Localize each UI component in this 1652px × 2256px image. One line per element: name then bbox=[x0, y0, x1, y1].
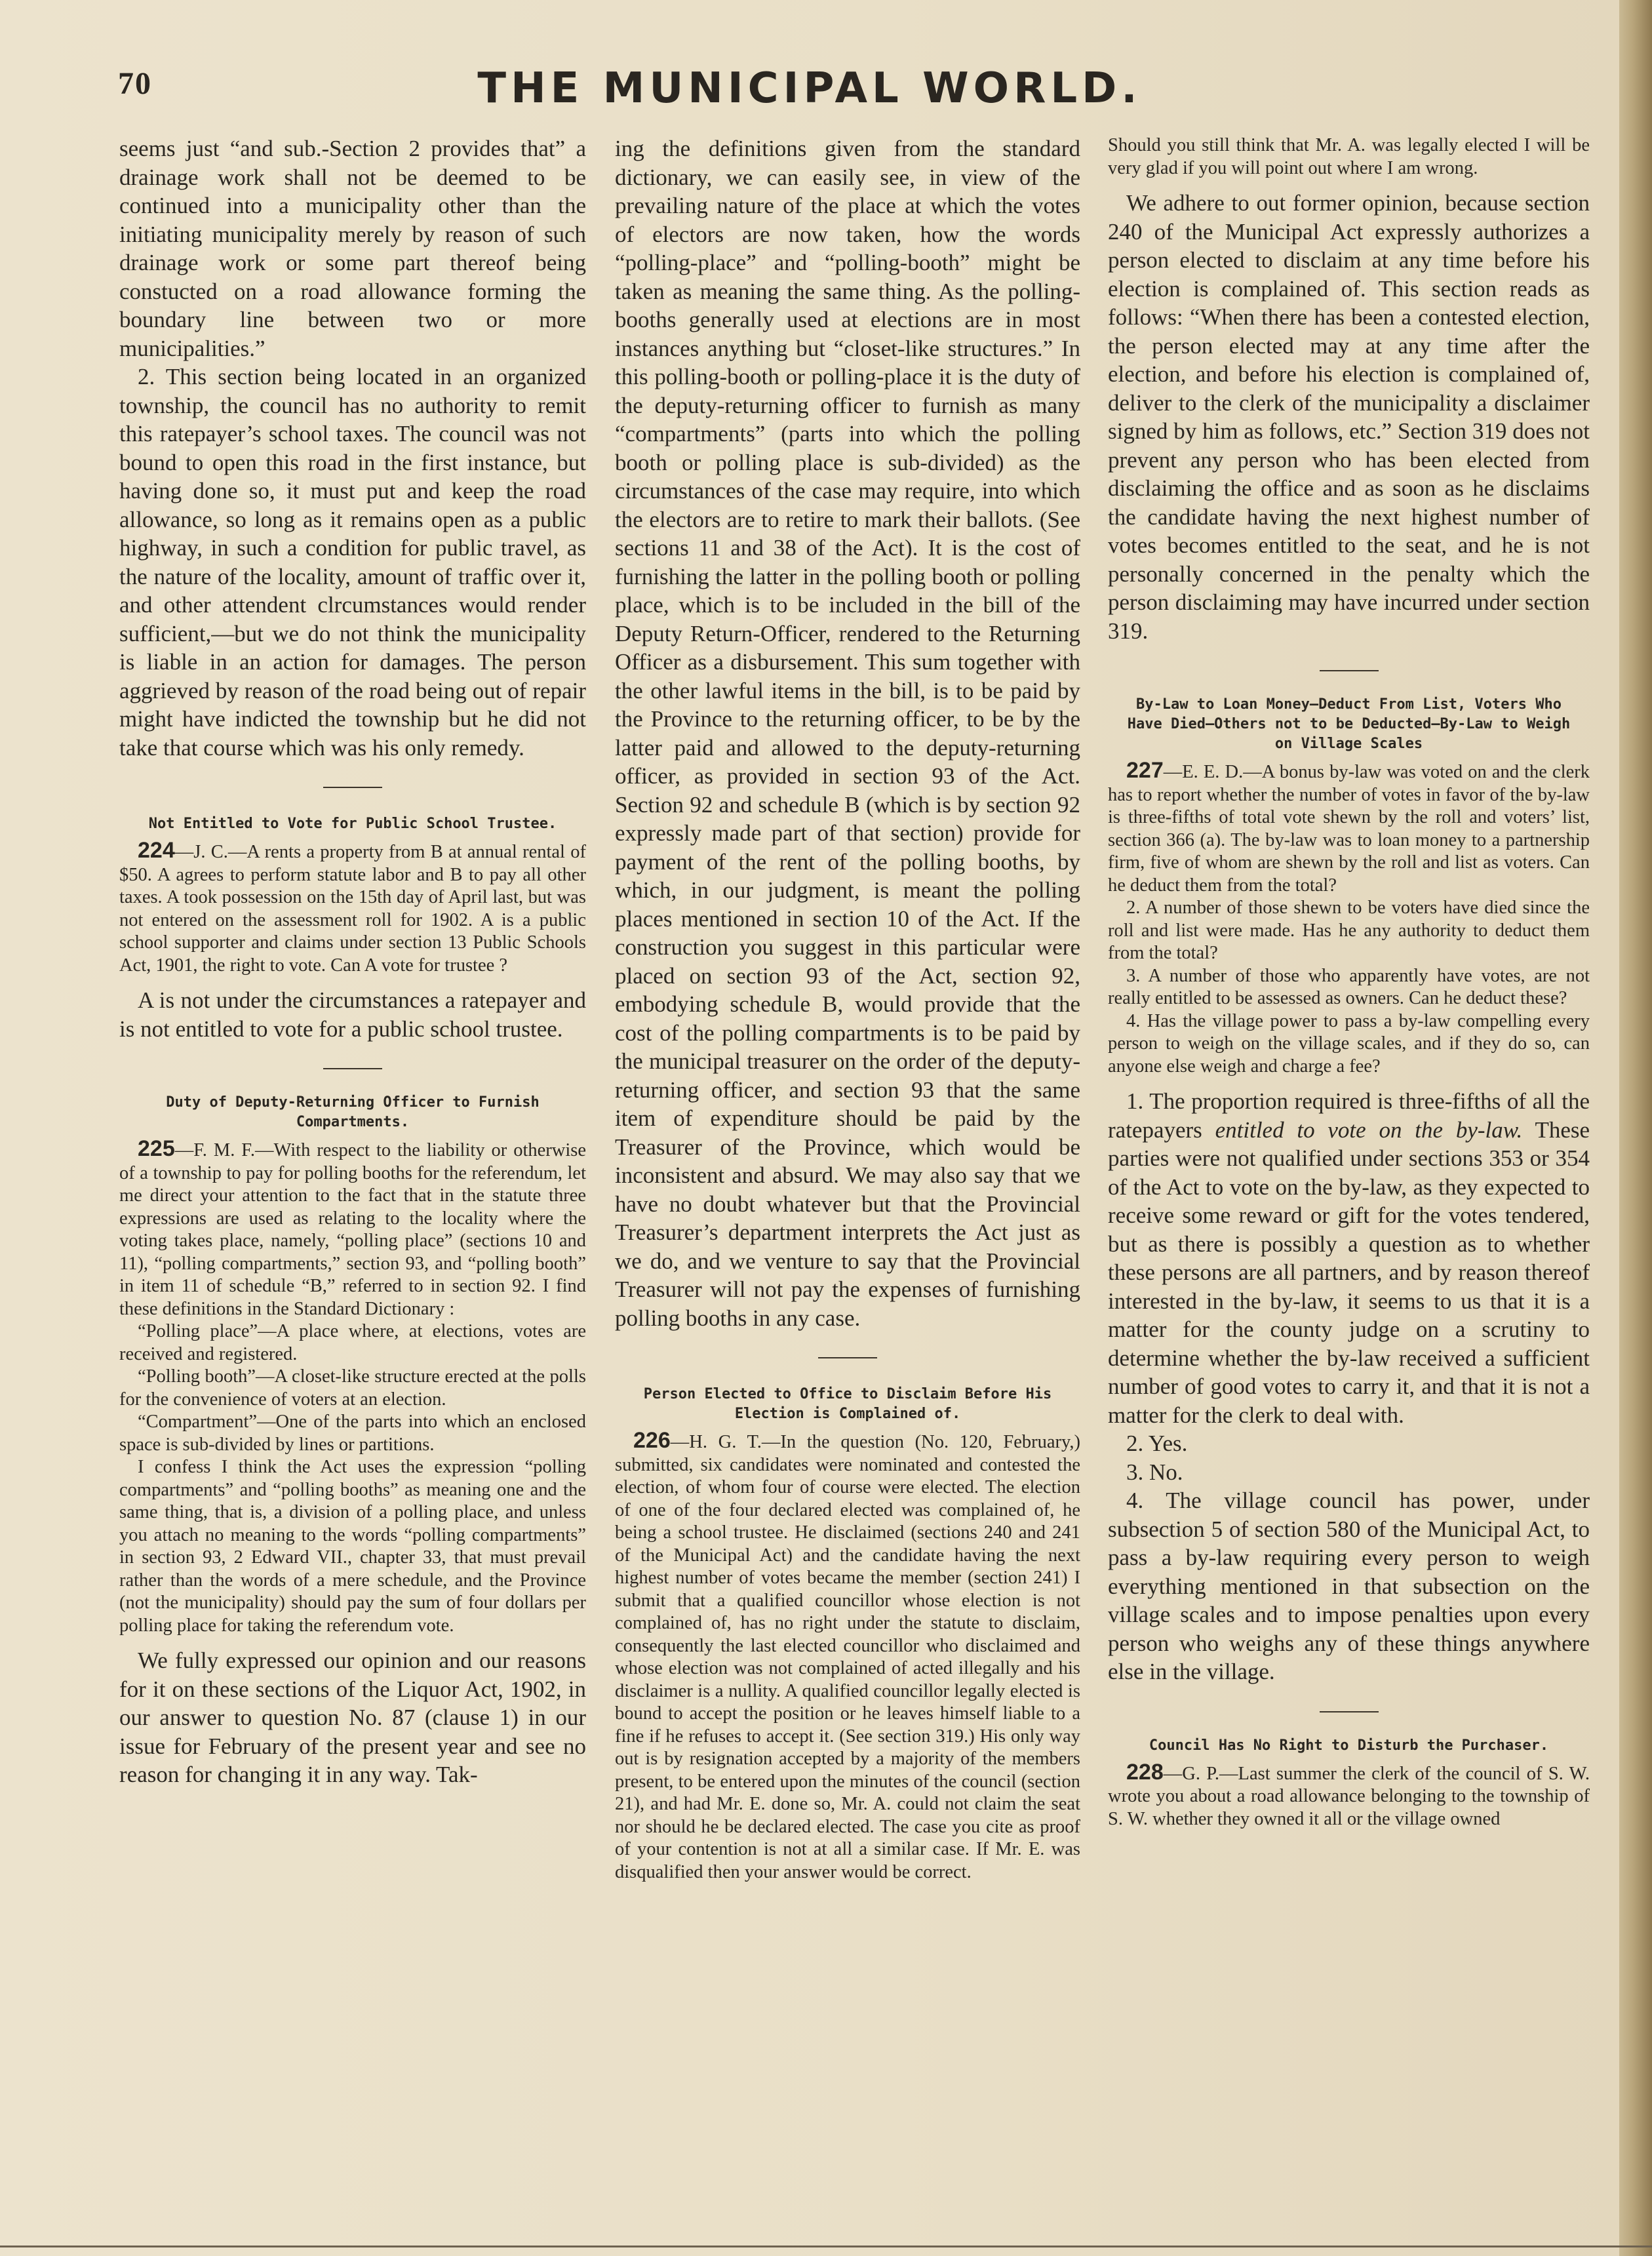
answer-227 bbox=[1108, 1087, 1590, 1686]
question-number: 226 bbox=[633, 1428, 671, 1453]
question-text: —J. C.—A rents a property from B at annual rental of $50. A agrees to perform statute labor and B to pay all other taxes. A took possession on the 15th day of April last, but was not entered on the assessment roll for 1902. A is a public school supporter and claims under section 13 Public Schools Act, 1901, the right to vote. Can A vote for trustee ? bbox=[119, 842, 586, 976]
column-1 bbox=[119, 134, 586, 2141]
column-2 bbox=[615, 134, 1080, 2141]
answer-224: A is not under the circumstances a ratepayer and is not entitled to vote for a public school trustee. bbox=[119, 987, 586, 1042]
answer-item bbox=[1108, 1087, 1590, 1429]
question-heading-224: Not Entitled to Vote for Public School Trustee. bbox=[148, 816, 557, 832]
question-text: —G. P.—Last summer the clerk of the council of S. W. wrote you about a road allowance belonging to the township of S. W. whether they owned it all or the village owned bbox=[1108, 1763, 1590, 1829]
question-heading-226: Person Elected to Office to Disclaim Before His Election is Complained of. bbox=[643, 1386, 1052, 1422]
page-header bbox=[0, 0, 1619, 131]
answer-text: 1. The proportion required is three-fifths of all the ratepayers bbox=[1108, 1088, 1590, 1143]
question-text: 4. Has the village power to pass a by-law compelling every person to weigh on the village scales, and if they do so, can anyone else weigh and charge a fee? bbox=[1108, 1010, 1590, 1077]
question-227 bbox=[1108, 759, 1590, 897]
question-number: 225 bbox=[138, 1136, 175, 1161]
paragraph: ing the definitions given from the standard dictionary, we can easily see, in view of the prevailing nature of the place at which the votes of electors are now taken, how the words “polling-place” and “polling-booth” might be taken as meaning the same thing. As the polling-booths generally used at elections are in most instances anything but “closet-like structures.” In this polling-booth or polling-place it is the duty of the deputy-returning officer to furnish as many “compartments” (parts into which the polling booth or polling place is sub-divided) as the circumstances of the case may require, into which the electors are to retire to mark their ballots. (See sections 11 and 38 of the Act). It is the cost of furnishing the latter in the polling booth or polling place, which is to be included in the bill of the Deputy Return-Officer, rendered to the Returning Officer as a disbursement. This sum together with the other lawful items in the bill, is to be paid by the Province to the returning officer, to be by the latter paid and allowed to the deputy-returning officer, as provided in section 93 of the Act. Section 92 and schedule B (which is by section 92 expressly made part of that section) provide for payment of the rent of the polling booths, by which, in our judgment, is meant the polling places mentioned in section 10 of the Act. If the construction you suggest in this particular were placed on section 93 of the Act, section 92, embodying schedule B, would provide that the cost of the polling compartments is to be paid by the municipal treasurer on the order of the deputy-returning officer, and section 93 that the same item of expenditure should be paid by the Treasurer of the Province, which would be inconsistent and absurd. We may also say that we have no doubt whatever but that the Provincial Treasurer’s department interprets the Act just as we do, and we venture to say that the Provincial Treasurer will not pay the expenses of furnishing polling booths in any case. bbox=[615, 136, 1080, 1331]
section-divider bbox=[1320, 670, 1379, 671]
answer-text: These parties were not qualified under sections 353 or 354 of the Act to vote on the by-law, as they expected to receive some reward or gift for the votes tendered, but as there is possibly a question as to whether these persons are all partners, and by reason thereof interested in the by-law, it seems to us that it is a matter for the county judge on a scrutiny to determine whether the by-law received a sufficient number of good votes to carry it, and that it is not a matter for the clerk to deal with. bbox=[1108, 1117, 1590, 1428]
question-text: —H. G. T.—In the question (No. 120, February,) submitted, six candidates were nominated and contested the election, of whom four of course were elected. The election of one of the four declared elected was complained of, he being a school trustee. He disclaimed (sections 240 and 241 of the Municipal Act) and the candidate having the next highest number of votes became the member (section 241) I submit that a qualified councillor whose election is not complained of, has no right under the statute to disclaim, consequently the last elected councillor who disclaimed and whose election was not complained of acted illegally and his disclaimer is a nullity. A qualified councillor legally elected is bound to accept the position or he leaves himself liable to a fine if he refuses to accept it. (See section 319.) His only way out is by resignation accepted by a majority of the members present, to be entered upon the minutes of the council (section 21), and had Mr. E. done so, Mr. A. could not claim the seat nor should he be declared elected. The case you cite as proof of your contention is not at all a similar case. If Mr. E. was disqualified then your answer would be correct. bbox=[615, 1432, 1080, 1882]
paragraph: seems just “and sub.-Section 2 provides that” a drainage work shall not be deemed to be continued into a municipality other than the initiating municipality merely by reason of such drainage work or some part thereof being constucted on a road allowance forming the boundary line between two or more municipalities.” bbox=[119, 136, 586, 361]
answer-item: 3. No. bbox=[1126, 1459, 1183, 1485]
question-text: I confess I think the Act uses the expression “polling compartments” and “polling booths” as meaning one and the same thing, that is, a division of a polling place, and unless you attach no meaning to the words “polling compartments” in section 93, 2 Edward VII., chapter 33, that must prevail rather than the words of a mere schedule, and the Province (not the municipality) should pay the sum of four dollars per polling place for taking the referendum vote. bbox=[119, 1457, 586, 1636]
column-3 bbox=[1108, 134, 1590, 2141]
question-heading-225: Duty of Deputy-Returning Officer to Furnish Compartments. bbox=[166, 1094, 540, 1130]
question-228 bbox=[1108, 1761, 1590, 1831]
question-heading-227: By-Law to Loan Money—Deduct From List, Voters Who Have Died—Others not to be Deducted—By-Law to Weigh on Village Scales bbox=[1127, 696, 1571, 752]
question-heading-228: Council Has No Right to Disturb the Purchaser. bbox=[1149, 1737, 1549, 1754]
section-divider bbox=[323, 1068, 382, 1069]
section-divider bbox=[818, 1357, 877, 1358]
question-224 bbox=[119, 839, 586, 977]
section-divider bbox=[1320, 1711, 1379, 1712]
question-text: —E. E. D.—A bonus by-law was voted on and the clerk has to report whether the number of votes in favor of the by-law is three-fifths of total vote shewn by the roll and voters’ list, section 366 (a). The by-law was to loan money to a partnership firm, five of whom are shewn by the roll and list as voters. Can he deduct them from the total? bbox=[1108, 762, 1590, 896]
page-number: 70 bbox=[118, 66, 152, 101]
definition: “Compartment”—One of the parts into which an enclosed space is sub-divided by lines or partitions. bbox=[119, 1412, 586, 1455]
question-text: —F. M. F.—With respect to the liability or otherwise of a township to pay for polling booths for the referendum, let me direct your attention to the fact that in the statute three expressions are used as relating to the locality where the voting takes place, namely, “polling place” (sections 10 and 11), “polling compartments,” section 93, and “polling booth” in item 11 of schedule “B,” referred to in section 92. I find these definitions in the Standard Dictionary : bbox=[119, 1140, 586, 1319]
masthead-title: THE MUNICIPAL WORLD. bbox=[477, 64, 1142, 113]
question-text: 2. A number of those shewn to be voters have died since the roll and list were made. Has he any authority to deduct them from the total? bbox=[1108, 898, 1590, 963]
definition: “Polling place”—A place where, at elections, votes are received and registered. bbox=[119, 1321, 586, 1364]
answer-225: We fully expressed our opinion and our reasons for it on these sections of the Liquor Act, 1902, in our answer to question No. 87 (clause 1) in our issue for February of the present year and see no reason for changing it in any way. Tak- bbox=[119, 1648, 586, 1787]
paragraph: 2. This section being located in an organized township, the council has no authority to remit this ratepayer’s school taxes. The council was not bound to open this road in the first instance, but having done so, it must put and keep the road allowance, so long as it remains open as a public highway, in such a condition for public travel, as the nature of the locality, amount of traffic over it, and other attendent clrcumstances would render sufficient,—but we do not think the municipality is liable in an action for damages. The person aggrieved by reason of the road being out of repair might have indicted the township but he did not take that course which was his only remedy. bbox=[119, 364, 586, 761]
question-number: 224 bbox=[138, 838, 175, 863]
section-divider bbox=[323, 787, 382, 788]
answer-item: 4. The village council has power, under subsection 5 of section 580 of the Municipal Act, to pass a by-law requiring every person to weigh everything mentioned in that subsection on the village scales and to impose penalties upon every person who weighs any of these things anywhere else in the village. bbox=[1108, 1488, 1590, 1684]
page-edge bbox=[1619, 0, 1652, 2256]
answer-item: 2. Yes. bbox=[1126, 1431, 1188, 1456]
answer-emphasis: entitled to vote on the by-law. bbox=[1215, 1117, 1523, 1143]
question-number: 227 bbox=[1126, 758, 1164, 783]
question-text: 3. A number of those who apparently have votes, are not really entitled to be assessed as owners. Can he deduct these? bbox=[1108, 965, 1590, 1008]
question-226 bbox=[615, 1429, 1080, 1884]
question-number: 228 bbox=[1126, 1759, 1164, 1785]
bottom-rule bbox=[0, 2246, 1652, 2247]
answer-226: We adhere to out former opinion, because section 240 of the Municipal Act expressly authorizes a person elected to disclaim at any time before his election is complained of. This section reads as follows: “When there has been a contested election, the person elected may at any time after the election, and before his election is complained of, deliver to the clerk of the municipality a disclaimer signed by him as follows, etc.” Section 319 does not prevent any person who has been elected from disclaiming the office and as soon as he disclaims the candidate having the next highest number of votes becomes entitled to the seat, and he is not personally concerned in the penalty which the person disclaiming may have incurred under section 319. bbox=[1108, 190, 1590, 644]
question-225 bbox=[119, 1138, 586, 1320]
question-text: Should you still think that Mr. A. was legally elected I will be very glad if you will point out where I am wrong. bbox=[1108, 135, 1590, 178]
definition: “Polling booth”—A closet-like structure erected at the polls for the convenience of voters at an election. bbox=[119, 1366, 586, 1410]
